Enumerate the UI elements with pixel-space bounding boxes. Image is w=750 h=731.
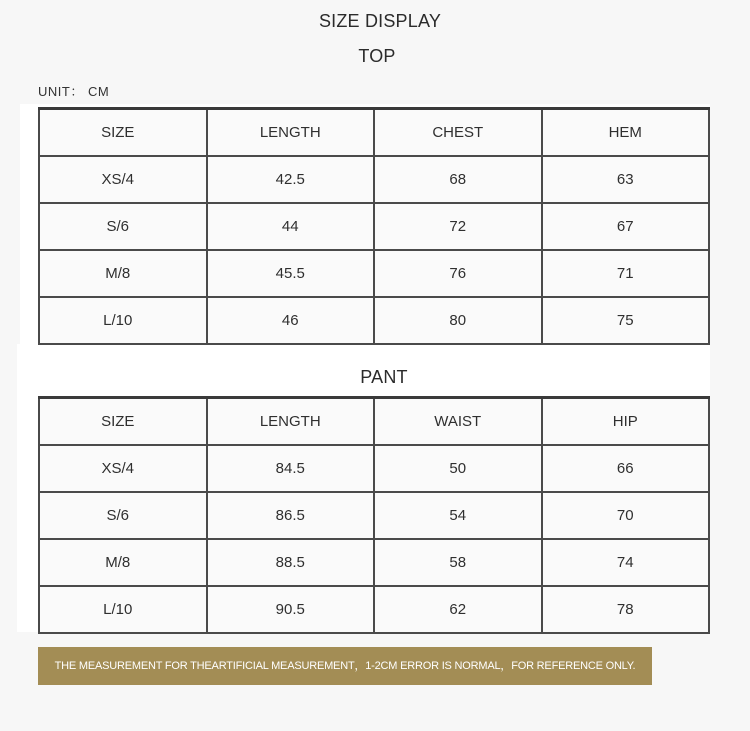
measurement-note-banner: THE MEASUREMENT FOR THEARTIFICIAL MEASUREMENT，1-2CM ERROR IS NORMAL，FOR REFERENCE ONLY. <box>38 647 652 685</box>
table-cell: 68 <box>374 156 542 203</box>
table-row <box>39 492 709 539</box>
table-cell: 76 <box>374 250 542 297</box>
unit-label: UNIT： CM <box>38 84 110 99</box>
table-cell: 74 <box>542 539 710 586</box>
page-title: SIZE DISPLAY <box>318 11 442 31</box>
table-cell: XS/4 <box>39 156 207 203</box>
table-cell: M/8 <box>39 250 207 297</box>
table-cell: 84.5 <box>207 445 375 492</box>
table-cell: 88.5 <box>207 539 375 586</box>
table-row <box>39 203 709 250</box>
table-cell: 50 <box>374 445 542 492</box>
table-row <box>39 445 709 492</box>
table-cell: 75 <box>542 297 710 344</box>
pant-section-title: PANT <box>360 367 408 387</box>
table-cell: 46 <box>207 297 375 344</box>
table-header-row <box>39 109 709 157</box>
header-cell-size: SIZE <box>39 109 207 157</box>
table-cell: 45.5 <box>207 250 375 297</box>
table-row <box>39 586 709 633</box>
table-cell: 66 <box>542 445 710 492</box>
table-row <box>39 156 709 203</box>
header-cell-length: LENGTH <box>207 109 375 157</box>
header-cell-hip: HIP <box>542 398 710 446</box>
table-cell: 58 <box>374 539 542 586</box>
table-cell: S/6 <box>39 203 207 250</box>
table-row <box>39 297 709 344</box>
table-cell: 42.5 <box>207 156 375 203</box>
table-cell: 67 <box>542 203 710 250</box>
table-cell: 78 <box>542 586 710 633</box>
header-cell-chest: CHEST <box>374 109 542 157</box>
table-cell: 72 <box>374 203 542 250</box>
top-section-title: TOP <box>358 46 396 66</box>
table-header-row <box>39 398 709 446</box>
header-cell-waist: WAIST <box>374 398 542 446</box>
table-row <box>39 250 709 297</box>
table-cell: XS/4 <box>39 445 207 492</box>
table-cell: 63 <box>542 156 710 203</box>
table-cell: L/10 <box>39 586 207 633</box>
table-cell: 80 <box>374 297 542 344</box>
table-cell: S/6 <box>39 492 207 539</box>
table-cell: 62 <box>374 586 542 633</box>
header-cell-length: LENGTH <box>207 398 375 446</box>
table-cell: L/10 <box>39 297 207 344</box>
table-cell: M/8 <box>39 539 207 586</box>
table-cell: 44 <box>207 203 375 250</box>
header-cell-size: SIZE <box>39 398 207 446</box>
table-cell: 71 <box>542 250 710 297</box>
top-size-table <box>38 107 710 345</box>
table-cell: 86.5 <box>207 492 375 539</box>
pant-size-table <box>38 396 710 634</box>
header-cell-hem: HEM <box>542 109 710 157</box>
table-cell: 70 <box>542 492 710 539</box>
table-cell: 54 <box>374 492 542 539</box>
table-row <box>39 539 709 586</box>
table-cell: 90.5 <box>207 586 375 633</box>
